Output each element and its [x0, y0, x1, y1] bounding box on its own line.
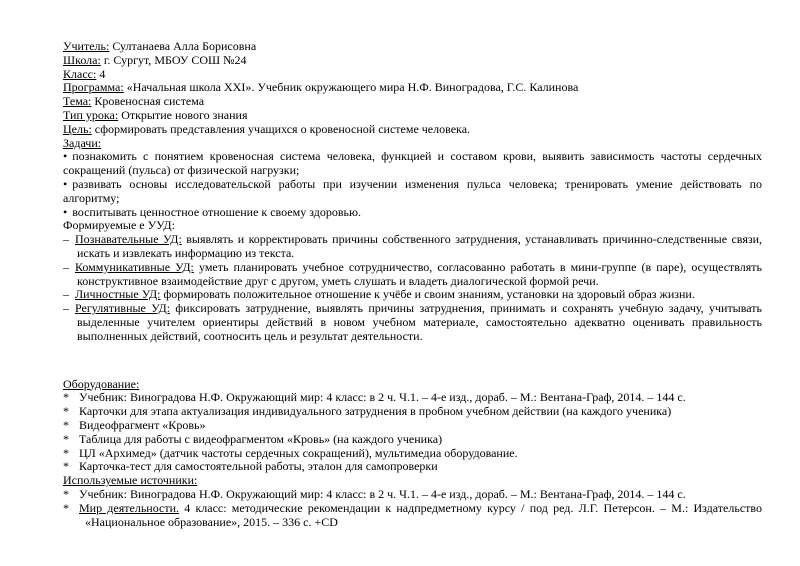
- uud-heading: Формируемые е УУД:: [63, 218, 175, 233]
- meta-text: сформировать представления учащихся о кровеносной системе человека.: [91, 121, 471, 136]
- uud-text: формировать положительное отношение к учёбе и своим знаниям, установки на здоровый образ жизни.: [160, 287, 695, 302]
- meta-line-school: [63, 54, 762, 68]
- equipment-text: Учебник: Виноградова Н.Ф. Окружающий мир: 4 класс: в 2 ч. Ч.1. – 4-е изд., дораб. – М.: Вентана-Граф, 2014. – 144 с.: [79, 390, 686, 405]
- equipment-text: Карточка-тест для самостоятельной работы, эталон для самопроверки: [79, 459, 438, 474]
- star-marker: *: [63, 404, 69, 419]
- star-marker: *: [63, 390, 69, 405]
- bullet-marker: •: [63, 149, 68, 164]
- meta-label: Цель:: [63, 121, 92, 136]
- source-text: 4 класс: методические рекомендации к надпредметному курсу / под ред. Л.Г. Петерсон. – М.: Издательство «Национальное образование», 2015. – 336 с. +CD: [85, 500, 762, 529]
- star-marker: *: [63, 445, 69, 460]
- uud-label: Познавательные УД:: [75, 232, 182, 247]
- dash-marker: –: [63, 287, 69, 302]
- source-item-label: Мир деятельности.: [79, 500, 180, 515]
- source-text: Учебник: Виноградова Н.Ф. Окружающий мир: 4 класс: в 2 ч. Ч.1. – 4-е изд., дораб. – М.: Вентана-Граф, 2014. – 144 с.: [79, 486, 686, 501]
- meta-text: «Начальная школа XXI». Учебник окружающего мира Н.Ф. Виноградова, Г.С. Калинова: [123, 80, 579, 95]
- uud-label: Регулятивные УД:: [75, 301, 171, 316]
- meta-line-lesson-type: [63, 109, 762, 123]
- meta-line-program: [63, 81, 762, 95]
- equipment-item: [63, 433, 762, 447]
- sources-label: Используемые источники:: [63, 473, 198, 488]
- sources-heading: [63, 474, 762, 488]
- meta-text: Открытие нового знания: [118, 107, 248, 122]
- meta-label: Класс:: [63, 66, 97, 81]
- equipment-text: ЦЛ «Архимед» (датчик частоты сердечных сокращений), мультимедиа оборудование.: [79, 445, 518, 460]
- uud-item-regulative: [63, 302, 762, 343]
- star-marker: *: [63, 459, 69, 474]
- dash-marker: –: [63, 232, 69, 247]
- meta-line-teacher: [63, 40, 762, 54]
- uud-label: Личностные УД:: [75, 287, 161, 302]
- task-item: [63, 150, 762, 178]
- meta-text: г. Сургут, МБОУ СОШ №24: [100, 52, 247, 67]
- equipment-text: Видеофрагмент «Кровь»: [79, 417, 206, 432]
- task-text: познакомить с понятием кровеносная система человека, функцией и составом крови, выявить зависимость частоты сердечных сокращений (пульса) от физической нагрузки;: [63, 149, 762, 178]
- equipment-item: [63, 447, 762, 461]
- star-marker: *: [63, 486, 69, 501]
- source-item: [63, 502, 762, 530]
- equipment-heading: [63, 378, 762, 392]
- uud-text: фиксировать затруднение, выявлять причины затруднения, принимать и сохранять учебную задачу, учитывать выделенные учителем ориентиры действий в новом учебном материале, самостоятельно адекватно оценивать правильность выполненных действий, соотносить цель и результат деятельности.: [77, 301, 762, 343]
- sources-section: [63, 474, 762, 529]
- equipment-text: Таблица для работы с видеофрагментом «Кровь» (на каждого ученика): [79, 431, 443, 446]
- meta-line-topic: [63, 95, 762, 109]
- meta-text: Султанаева Алла Борисовна: [109, 39, 257, 53]
- equipment-item: [63, 405, 762, 419]
- meta-line-goal: [63, 123, 762, 137]
- dash-marker: –: [63, 301, 69, 316]
- uud-item-personal: [63, 288, 762, 302]
- meta-line-class: [63, 68, 762, 82]
- source-item: [63, 488, 762, 502]
- uud-item-communicative: [63, 261, 762, 289]
- tasks-heading: [63, 137, 762, 151]
- equipment-section: [63, 378, 762, 475]
- equipment-text: Карточки для этапа актуализация индивидуального затруднения в пробном учебном действии (на каждого ученика): [79, 404, 672, 419]
- meta-text: 4: [96, 66, 106, 81]
- dash-marker: –: [63, 259, 69, 274]
- meta-label: Учитель:: [63, 39, 110, 53]
- uud-text: уметь планировать учебное сотрудничество, согласованно работать в мини-группе (в паре), осуществлять конструктивное взаимодействие друг с другом, уметь слушать и владеть диалогической формой речи.: [77, 259, 762, 288]
- uud-text: выявлять и корректировать причины собственного затруднения, устанавливать причинно-следственные связи, искать и извлекать информацию из текста.: [77, 232, 763, 260]
- meta-label: Тема:: [63, 94, 92, 109]
- uud-label: Коммуникативные УД:: [75, 259, 194, 274]
- uud-item-cognitive: [63, 233, 762, 261]
- meta-label: Школа:: [63, 52, 101, 67]
- star-marker: *: [63, 417, 69, 432]
- star-marker: *: [63, 500, 69, 515]
- task-text: развивать основы исследовательской работы при изучении изменения пульса человека; тренировать умение действовать по алгоритму;: [63, 176, 762, 205]
- meta-label: Программа:: [63, 80, 124, 95]
- bullet-marker: •: [63, 204, 68, 219]
- task-text: воспитывать ценностное отношение к своему здоровью.: [72, 204, 361, 219]
- tasks-label: Задачи:: [63, 135, 102, 150]
- task-item: [63, 206, 762, 220]
- equipment-label: Оборудование:: [63, 376, 140, 391]
- equipment-item: [63, 391, 762, 405]
- equipment-item: [63, 460, 762, 474]
- meta-label: Тип урока:: [63, 107, 119, 122]
- equipment-item: [63, 419, 762, 433]
- task-item: [63, 178, 762, 206]
- bullet-marker: •: [63, 176, 68, 191]
- star-marker: *: [63, 431, 69, 446]
- meta-text: Кровеносная система: [91, 94, 205, 109]
